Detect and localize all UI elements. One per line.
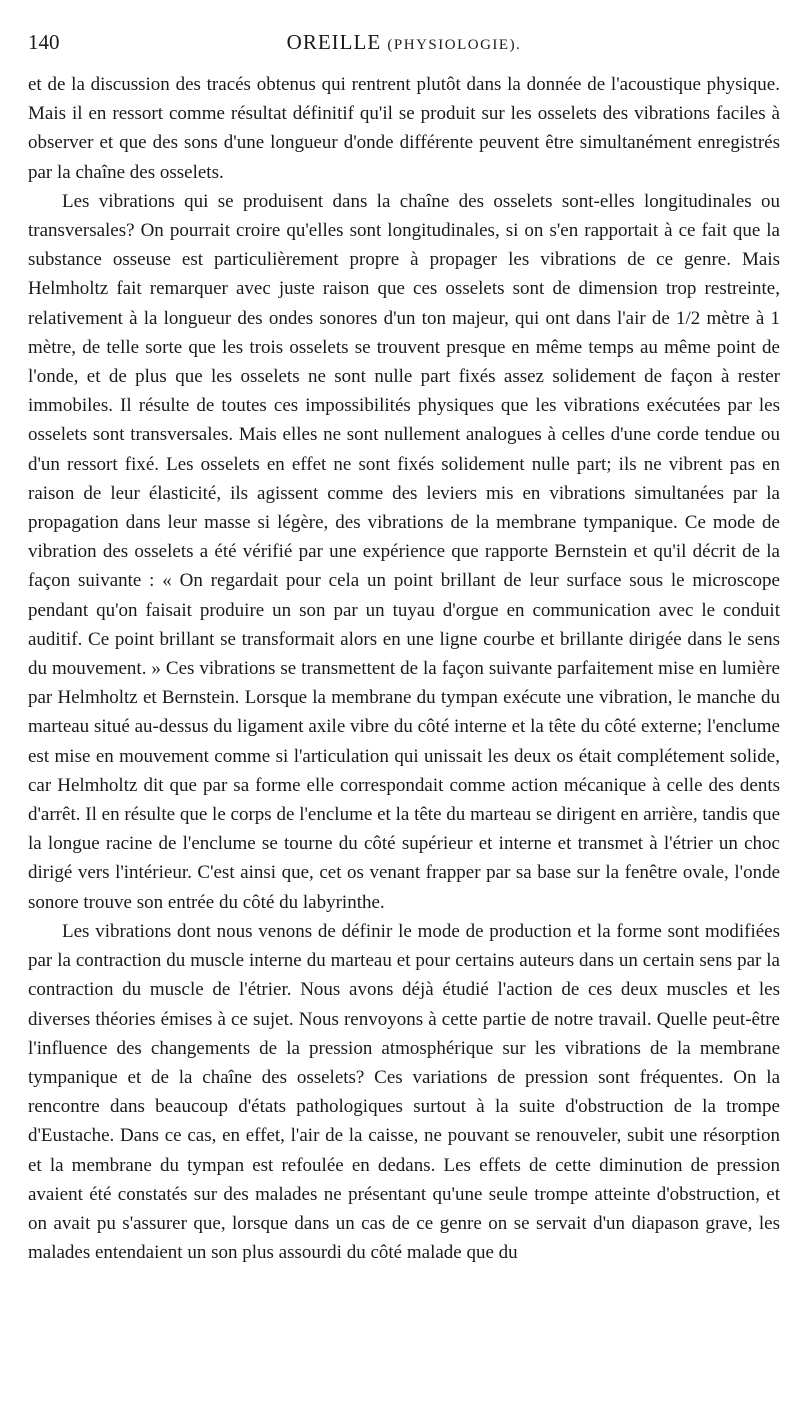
running-title-sub: (PHYSIOLOGIE). [387,37,522,53]
running-title-main: OREILLE [286,30,382,54]
book-page [28,30,780,1267]
paragraph-3: Les vibrations dont nous venons de définir le mode de production et la forme sont modifiées par la contraction du muscle interne du marteau et pour certains auteurs dans un certain sens par la contraction du muscle de l'étrier. Nous avons déjà étudié l'action de ces deux muscles et les diverses théories émises à ce sujet. Nous renvoyons à cette partie de notre travail. Quelle peut-être l'influence des changements de la pression atmosphérique sur les vibrations de la membrane tympanique et de la chaîne des osselets? Ces variations de pression sont fréquentes. On la rencontre dans beaucoup d'états pathologiques surtout à la suite d'obstruction de la trompe d'Eustache. Dans ce cas, en effet, l'air de la caisse, ne pouvant se renouveler, subit une résorption et la membrane du tympan est refoulée en dedans. Les effets de cette diminution de pression avaient été constatés sur des malades ne présentant qu'une seule trompe atteinte d'obstruction, et on avait pu s'assurer que, lorsque dans un cas de ce genre on se servait d'un diapason grave, les malades entendaient un son plus assourdi du côté malade que du [28,920,780,1264]
page-number: 140 [28,30,60,54]
running-head [28,30,780,70]
body-text [28,70,780,1267]
running-title [28,30,780,55]
paragraph-2: Les vibrations qui se produisent dans la chaîne des osselets sont-elles longitudinales ou transversales? On pourrait croire qu'elles sont longitudinales, si on s'en rapportait à ce fait que la substance osseuse est particulièrement propre à propager les vibrations de ce genre. Mais Helmholtz fait remarquer avec juste raison que ces osselets sont de dimension trop restreinte, relativement à la longueur des ondes sonores d'un ton majeur, qui ont dans l'air de 1/2 mètre à 1 mètre, de telle sorte que les trois osselets se trouvent presque en même temps au même point de l'onde, et de plus que les osselets ne sont nulle part fixés assez solidement de façon à rester immobiles. Il résulte de toutes ces impossibilités physiques que les vibrations exécutées par les osselets sont transversales. Mais elles ne sont nullement analogues à celles d'une corde tendue ou d'un ressort fixé. Les osselets en effet ne sont fixés solidement nulle part; ils ne vibrent pas en raison de leur élasticité, ils agissent comme des leviers mis en vibrations simultanées par la propagation dans leur masse si légère, des vibrations de la membrane tympanique. Ce mode de vibration des osselets a été vérifié par une expérience que rapporte Bernstein et qu'il décrit de la façon suivante : « On regardait pour cela un point brillant de leur surface sous le microscope pendant qu'on faisait produire un son par un tuyau d'orgue en communication avec le conduit auditif. Ce point brillant se transformait alors en une ligne courbe et brillante dirigée dans le sens du mouvement. » Ces vibrations se transmettent de la façon suivante parfaitement mise en lumière par Helmholtz et Bernstein. Lorsque la membrane du tympan exécute une vibration, le manche du marteau situé au-dessus du ligament axile vibre du côté interne et la tête du côté externe; l'enclume est mise en mouvement comme si l'articulation qui unissait les deux os était complétement solide, car Helmholtz dit que par sa forme elle correspondait comme action mécanique à celle des dents d'arrêt. Il en résulte que le corps de l'enclume et la tête du marteau se dirigent en arrière, tandis que la longue racine de l'enclume se tourne du côté supérieur et interne et transmet à l'étrier un choc dirigé vers l'intérieur. C'est ainsi que, cet os venant frapper par sa base sur la fenêtre ovale, l'onde sonore trouve son entrée du côté du labyrinthe. [28,190,780,913]
paragraph-1: et de la discussion des tracés obtenus qui rentrent plutôt dans la donnée de l'acoustique physique. Mais il en ressort comme résultat définitif qu'il se produit sur les osselets des vibrations faciles à observer et que des sons d'une longueur d'onde différente peuvent être simultanément enregistrés par la chaîne des osselets. [28,74,780,183]
